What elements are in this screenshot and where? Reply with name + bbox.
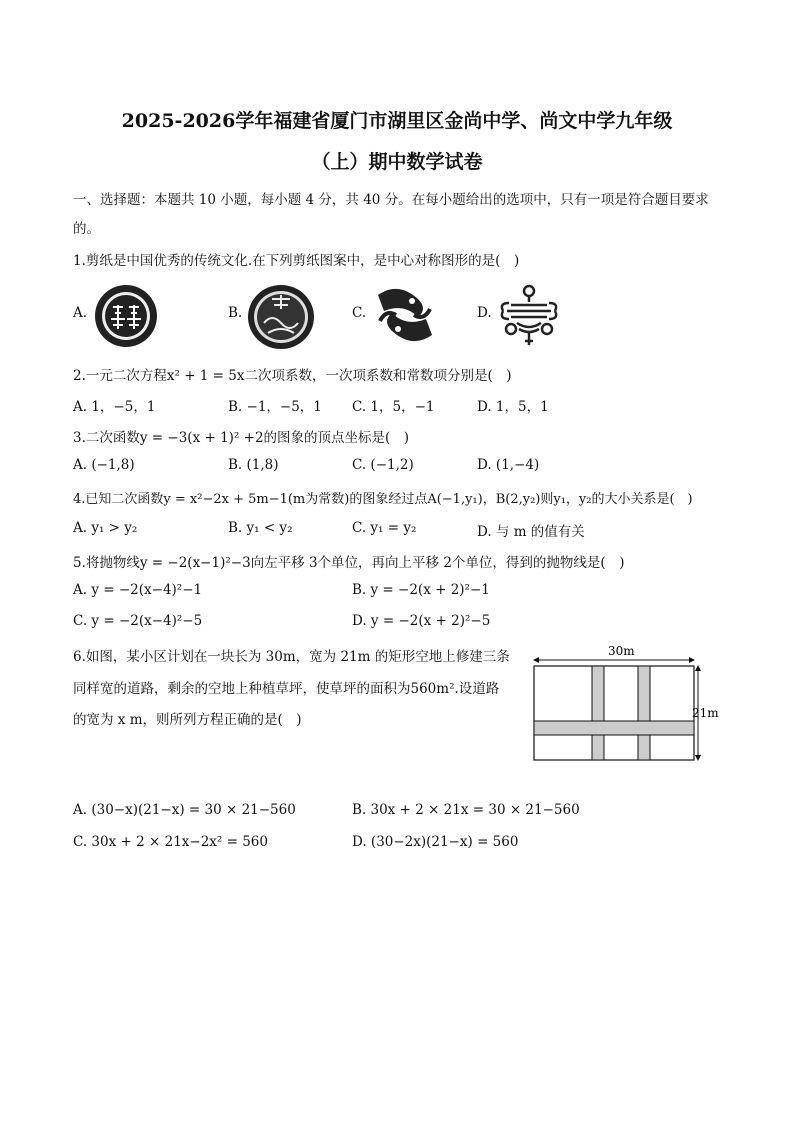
section-heading: 一、选择题：本题共 10 小题，每小题 4 分，共 40 分。在每小题给出的选项中，只有一项是符合题目要求: [73, 192, 709, 208]
q4-option-d[interactable]: D. 与 m 的值有关: [477, 524, 585, 540]
q4-option-b[interactable]: B. y₁ < y₂: [228, 520, 293, 536]
question-3-stem: 3.二次函数y = −3(x + 1)² +2的图象的顶点坐标是( ): [73, 430, 410, 446]
q6-option-b[interactable]: B. 30x + 2 × 21x = 30 × 21−560: [352, 802, 580, 818]
question-6-stem-line2: 同样宽的道路，剩余的空地上种植草坪，使草坪的面积为560m².设道路: [73, 681, 500, 697]
q4-option-a[interactable]: A. y₁ > y₂: [73, 520, 138, 536]
q5-option-a[interactable]: A. y = −2(x−4)²−1: [73, 582, 203, 598]
q6-option-a[interactable]: A. (30−x)(21−x) = 30 × 21−560: [73, 802, 296, 818]
q6-option-c[interactable]: C. 30x + 2 × 21x−2x² = 560: [73, 834, 268, 850]
question-6-stem-line3: 的宽为 x m，则所列方程正确的是( ): [73, 712, 302, 728]
section-heading-cont: 的。: [73, 221, 100, 237]
q4-option-c[interactable]: C. y₁ = y₂: [352, 520, 417, 536]
q5-option-c[interactable]: C. y = −2(x−4)²−5: [73, 613, 203, 629]
height-label: 21m: [692, 706, 719, 720]
q1-option-a[interactable]: A.: [73, 305, 88, 321]
blessing-papercut-image: [246, 283, 316, 351]
width-label: 30m: [608, 644, 635, 658]
question-6-stem-line1: 6.如图，某小区计划在一块长为 30m，宽为 21m 的矩形空地上修建三条: [73, 649, 510, 665]
road-layout-diagram: [528, 642, 728, 766]
q2-option-d[interactable]: D. 1，5，1: [477, 399, 549, 415]
q3-option-d[interactable]: D. (1,−4): [477, 457, 540, 473]
double-happiness-papercut-image: [93, 283, 159, 349]
question-2-stem: 2.一元二次方程x² + 1 = 5x二次项系数，一次项系数和常数项分别是( ): [73, 368, 512, 384]
exam-title-line2: （上）期中数学试卷: [311, 151, 483, 173]
q5-option-d[interactable]: D. y = −2(x + 2)²−5: [352, 613, 491, 629]
q6-option-d[interactable]: D. (30−2x)(21−x) = 560: [352, 834, 519, 850]
q2-option-b[interactable]: B. −1，−5，1: [228, 399, 322, 415]
exam-title-line1: 2025-2026学年福建省厦门市湖里区金尚中学、尚文中学九年级: [121, 110, 673, 132]
question-5-stem: 5.将抛物线y = −2(x−1)²−3向左平移 3个单位，再向上平移 2个单位，得到的抛物线是( ): [73, 555, 625, 571]
knot-papercut-image: [497, 283, 561, 349]
q1-option-d[interactable]: D.: [477, 305, 492, 321]
q3-option-c[interactable]: C. (−1,2): [352, 457, 414, 473]
q2-option-c[interactable]: C. 1，5，−1: [352, 399, 435, 415]
question-4-stem: 4.已知二次函数y = x²−2x + 5m−1(m为常数)的图象经过点A(−1,y₁)，B(2,y₂)则y₁，y₂的大小关系是( ): [73, 492, 693, 507]
q1-option-c[interactable]: C.: [352, 305, 367, 321]
q3-option-b[interactable]: B. (1,8): [228, 457, 279, 473]
question-1-stem: 1.剪纸是中国优秀的传统文化.在下列剪纸图案中，是中心对称图形的是( ): [73, 253, 520, 269]
fish-papercut-image: [372, 281, 438, 349]
q1-option-b[interactable]: B.: [228, 305, 243, 321]
q5-option-b[interactable]: B. y = −2(x + 2)²−1: [352, 582, 490, 598]
q2-option-a[interactable]: A. 1，−5，1: [73, 399, 156, 415]
q3-option-a[interactable]: A. (−1,8): [73, 457, 135, 473]
